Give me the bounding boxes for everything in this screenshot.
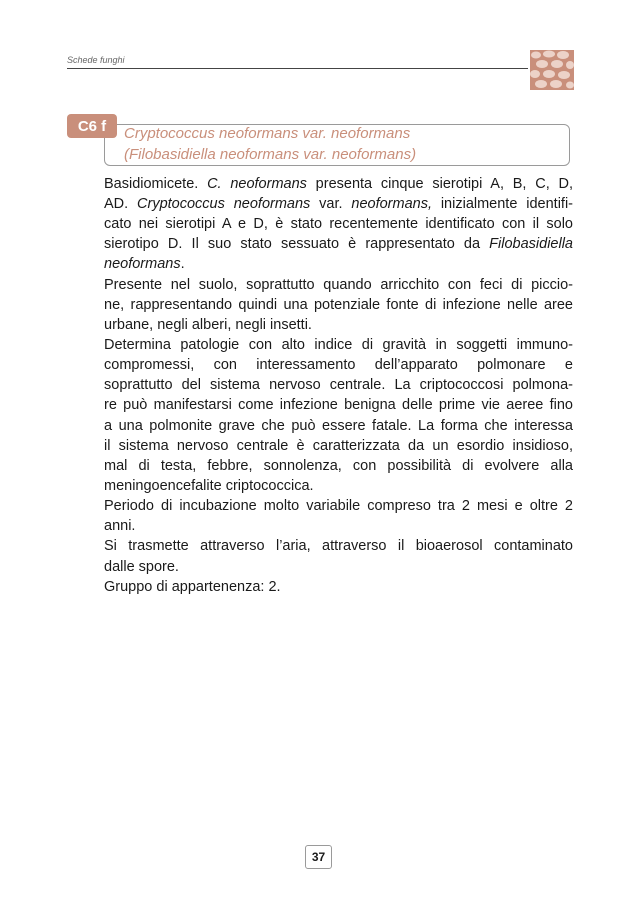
body-line: cato nei sierotipi A e D, è stato recentemente identificato con il solo [104,216,573,232]
body-line: ne, rappresentando quindi una potenziale fonte di infezione nelle aree [104,297,573,313]
body-line: soprattutto del sistema nervoso centrale. La criptococcosi polmona- [104,377,573,393]
species-synonym: (Filobasidiella neoformans var. neoformans) [124,146,417,163]
body-line: meningoencefalite criptococcica. [104,478,314,494]
body-line: Basidiomicete. C. neoformans presenta cinque sierotipi A, B, C, D, [104,176,573,192]
body-line: compromessi, con interessamento dell’apparato polmonare e [104,357,573,373]
header-rule [67,68,528,69]
body-line: dalle spore. [104,559,179,575]
body-line: Determina patologie con alto indice di gravità in soggetti immuno- [104,337,573,353]
body-line: neoformans. [104,256,185,272]
body-line: Gruppo di appartenenza: 2. [104,579,281,595]
page-number: 37 [305,845,332,869]
body-line: il sistema nervoso centrale è caratterizzata da un esordio insidioso, [104,438,573,454]
mushroom-texture-pattern-icon [530,50,574,90]
species-title: Cryptococcus neoformans var. neoformans [124,125,411,142]
body-line: Periodo di incubazione molto variabile compreso tra 2 mesi e oltre 2 [104,498,573,514]
card-code-badge: C6 f [67,114,117,138]
body-line: Presente nel suolo, soprattutto quando arricchito con feci di piccio- [104,277,573,293]
body-line: sierotipo D. Il suo stato sessuato è rappresentato da Filobasidiella [104,236,573,252]
body-line: anni. [104,518,136,534]
running-head: Schede funghi [67,55,125,65]
body-line: AD. Cryptococcus neoformans var. neoformans, inizialmente identifi- [104,196,573,212]
body-line: mal di testa, febbre, sonnolenza, con possibilità di evolvere alla [104,458,573,474]
body-line: a una polmonite grave che può essere fatale. La forma che interessa [104,418,573,434]
body-line: Si trasmette attraverso l’aria, attraverso il bioaerosol contaminato [104,538,573,554]
body-line: urbane, negli alberi, negli insetti. [104,317,312,333]
body-line: re può manifestarsi come infezione benigna delle prime vie aeree fino [104,397,573,413]
